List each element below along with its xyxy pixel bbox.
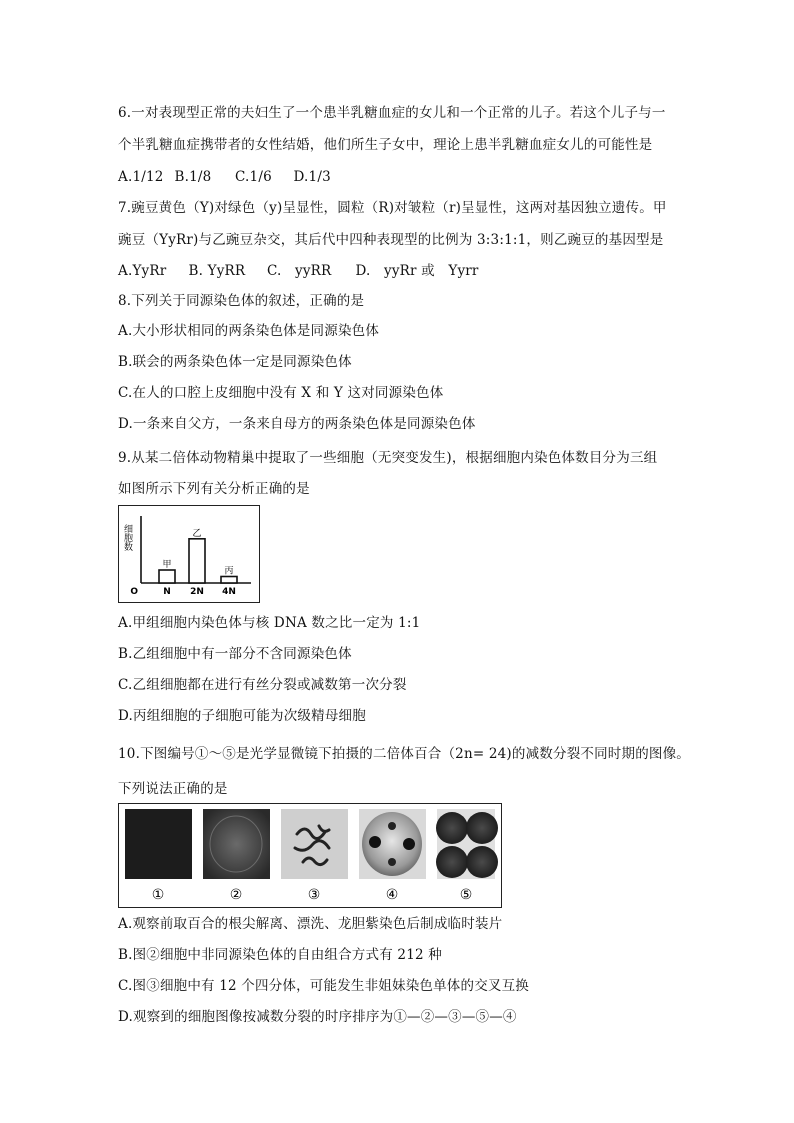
- q10-option-d: D.观察到的细胞图像按减数分裂的时序排序为①—②—③—⑤—④: [118, 1009, 517, 1025]
- panel-label-4: ④: [385, 887, 399, 903]
- q10-option-c: C.图③细胞中有 12 个四分体，可能发生非姐妹染色单体的交叉互换: [118, 978, 529, 994]
- q9-stem-line1: 9.从某二倍体动物精巢中提取了一些细胞（无突变发生)，根据细胞内染色体数目分为三组: [118, 450, 658, 466]
- origin-label: O: [130, 587, 138, 597]
- q10-stem-line1: 10.下图编号①～⑤是光学显微镜下拍摄的二倍体百合（2n= 24)的减数分裂不同时期的图像。: [118, 746, 690, 762]
- q10-option-a: A.观察前取百合的根尖解离、漂洗、龙胆紫染色后制成临时装片: [118, 916, 503, 932]
- bar-3: [221, 577, 237, 584]
- panel-label-3: ③: [307, 887, 321, 903]
- x-tick-1: N: [163, 587, 171, 597]
- panel-label-5: ⑤: [459, 887, 473, 903]
- q6-stem-line1: 6.一对表现型正常的夫妇生了一个患半乳糖血症的女儿和一个正常的儿子。若这个儿子与一: [118, 105, 666, 121]
- panel-label-1: ①: [151, 887, 165, 903]
- q6-options: [118, 168, 331, 186]
- x-tick-2: 2N: [190, 587, 204, 597]
- q9-bar-chart: [118, 505, 260, 603]
- q10-micrograph-strip: [118, 803, 502, 908]
- q7-stem-line1: 7.豌豆黄色（Y)对绿色（y)呈显性，圆粒（R)对皱粒（r)呈显性，这两对基因独立遗传。甲: [118, 200, 667, 216]
- x-tick-3: 4N: [222, 587, 236, 597]
- q9-option-c: C.乙组细胞都在进行有丝分裂或减数第一次分裂: [118, 677, 407, 693]
- y-axis-label: 细胞数: [122, 524, 132, 551]
- q6-stem-line2: 个半乳糖血症携带者的女性结婚，他们所生子女中，理论上患半乳糖血症女儿的可能性是: [118, 137, 653, 153]
- q8-option-c: C.在人的口腔上皮细胞中没有 X 和 Y 这对同源染色体: [118, 385, 444, 401]
- q7-stem-line2: 豌豆（YyRr)与乙豌豆杂交，其后代中四种表现型的比例为 3:3:1:1，则乙豌豆的基因型是: [118, 232, 664, 248]
- q7-option-c: C. yyRR: [267, 263, 332, 279]
- q7-options: [118, 262, 479, 280]
- q8-option-a: A.大小形状相同的两条染色体是同源染色体: [118, 323, 380, 339]
- q9-option-b: B.乙组细胞中有一部分不含同源染色体: [118, 646, 352, 662]
- q10-option-b: B.图②细胞中非同源染色体的自由组合方式有 212 种: [118, 947, 442, 963]
- panel-label-2: ②: [229, 887, 243, 903]
- bar-label-3: 丙: [224, 566, 234, 577]
- micrograph-1: [125, 809, 192, 879]
- q9-chart-svg: [119, 506, 259, 602]
- q10-stem-line2: 下列说法正确的是: [118, 781, 228, 797]
- q10-micrograph-svg: [119, 804, 501, 907]
- q7-option-d: D. yyRr 或 Yyrr: [355, 263, 479, 279]
- q6-option-d: D.1/3: [293, 169, 331, 185]
- bar-label-1: 甲: [162, 560, 172, 570]
- q7-option-b: B. YyRR: [188, 263, 246, 279]
- q6-option-a: A.1/12: [118, 169, 164, 185]
- q6-option-c: C.1/6: [235, 169, 272, 185]
- bar-1: [159, 570, 175, 583]
- q8-option-d: D.一条来自父方，一条来自母方的两条染色体是同源染色体: [118, 416, 476, 432]
- q8-option-b: B.联会的两条染色体一定是同源染色体: [118, 354, 352, 370]
- q9-option-d: D.丙组细胞的子细胞可能为次级精母细胞: [118, 708, 366, 724]
- q9-stem-line2: 如图所示下列有关分析正确的是: [118, 481, 310, 497]
- q6-option-b: B.1/8: [174, 169, 212, 185]
- bar-2: [189, 539, 205, 583]
- bars-group: [159, 528, 237, 597]
- bar-label-2: 乙: [192, 528, 202, 539]
- q9-option-a: A.甲组细胞内染色体与核 DNA 数之比一定为 1:1: [118, 615, 421, 631]
- q7-option-a: A.YyRr: [118, 263, 167, 279]
- micrograph-2: [203, 809, 270, 879]
- q8-stem: 8.下列关于同源染色体的叙述，正确的是: [118, 293, 365, 309]
